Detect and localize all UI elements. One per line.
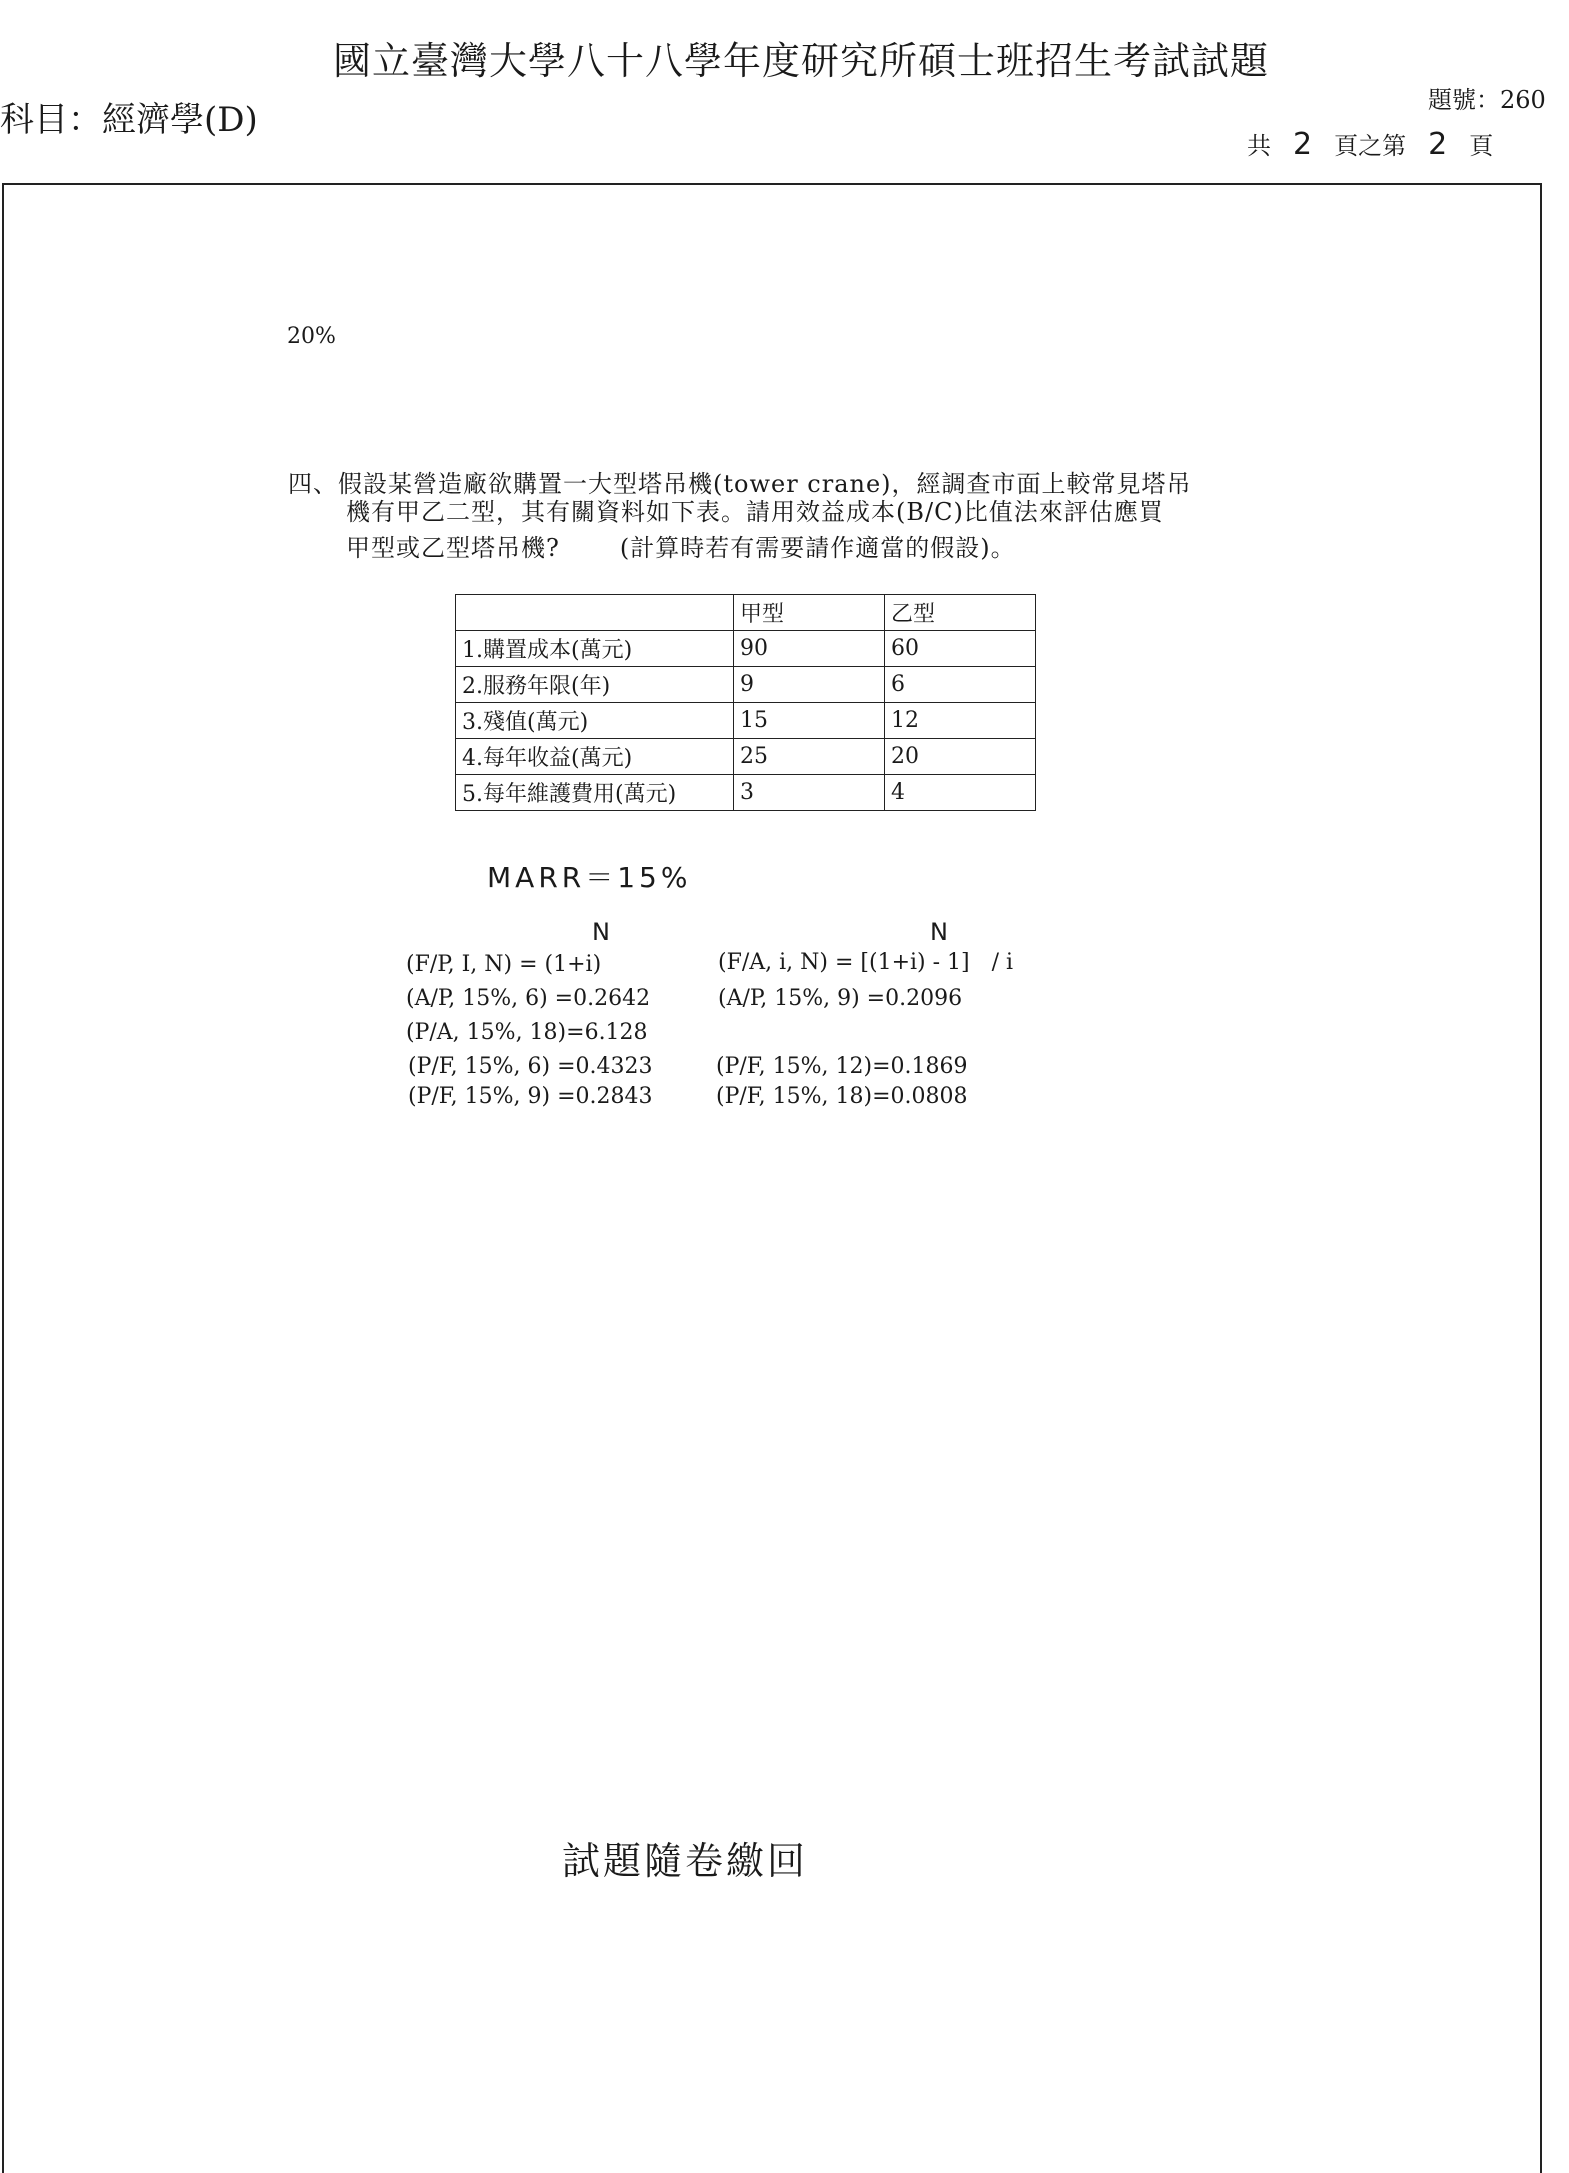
previous-question-fragment: 20% — [287, 324, 336, 349]
pages-mid: 頁之第 — [1334, 132, 1407, 160]
table-cell: 90 — [734, 631, 885, 667]
table-cell: 3 — [734, 775, 885, 811]
table-cell: 2.服務年限(年) — [456, 667, 734, 703]
question-line-2: 機有甲乙二型，其有關資料如下表。請用效益成本(B/C)比值法來評估應買 — [346, 498, 1164, 526]
question-number: 題號：260 — [1428, 86, 1546, 114]
subject-label: 科目：經濟學(D) — [0, 100, 258, 140]
table-cell: 15 — [734, 703, 885, 739]
question-line-3 — [346, 528, 1016, 563]
table-header-row — [456, 595, 1036, 631]
pages-total-prefix: 共 — [1247, 132, 1271, 160]
formula-pf-12: (P/F, 15%, 12)=0.1869 — [716, 1054, 968, 1079]
table-row — [456, 631, 1036, 667]
formula-fa-divisor: / i — [991, 950, 1014, 975]
question-line-3-text: 甲型或乙型塔吊機? — [346, 534, 560, 562]
table-header-cell — [456, 595, 734, 631]
exam-title: 國立臺灣大學八十八學年度研究所碩士班招生考試試題 — [333, 39, 1270, 83]
table-header-cell: 乙型 — [885, 595, 1036, 631]
table-cell: 4.每年收益(萬元) — [456, 739, 734, 775]
table-row — [456, 739, 1036, 775]
table-cell: 6 — [885, 667, 1036, 703]
table-cell: 25 — [734, 739, 885, 775]
formula-fa — [718, 950, 1013, 975]
formula-pf-18: (P/F, 15%, 18)=0.0808 — [716, 1084, 968, 1109]
table-header-cell: 甲型 — [734, 595, 885, 631]
table-cell: 3.殘值(萬元) — [456, 703, 734, 739]
exponent-n-right: N — [930, 918, 948, 946]
exponent-n-left: N — [592, 918, 610, 946]
table-cell: 5.每年維護費用(萬元) — [456, 775, 734, 811]
formula-fa-main: (F/A, i, N) = [(1+i) - 1] — [718, 950, 970, 975]
formula-pf-6: (P/F, 15%, 6) =0.4323 — [408, 1054, 653, 1079]
formula-fp: (F/P, I, N) = (1+i) — [406, 952, 602, 977]
table-cell: 4 — [885, 775, 1036, 811]
table-cell: 9 — [734, 667, 885, 703]
formula-ap-6: (A/P, 15%, 6) =0.2642 — [406, 986, 651, 1011]
table-cell: 12 — [885, 703, 1036, 739]
table-cell: 20 — [885, 739, 1036, 775]
formula-pf-9: (P/F, 15%, 9) =0.2843 — [408, 1084, 653, 1109]
table-row — [456, 703, 1036, 739]
pages-total: 2 — [1293, 127, 1313, 162]
table-row — [456, 775, 1036, 811]
page-indicator — [1247, 126, 1493, 162]
crane-data-table — [455, 594, 1036, 811]
question-line-1: 四、假設某營造廠欲購置一大型塔吊機(tower crane)，經調查市面上較常見塔吊 — [288, 470, 1192, 498]
table-cell: 60 — [885, 631, 1036, 667]
marr-value: MARR＝15% — [487, 861, 692, 894]
return-exam-note: 試題隨卷繳回 — [562, 1839, 809, 1883]
formula-pa-18: (P/A, 15%, 18)=6.128 — [406, 1020, 648, 1045]
formula-ap-9: (A/P, 15%, 9) =0.2096 — [718, 986, 963, 1011]
table-cell: 1.購置成本(萬元) — [456, 631, 734, 667]
question-note: (計算時若有需要請作適當的假設)。 — [619, 534, 1016, 562]
pages-suffix: 頁 — [1469, 132, 1494, 160]
pages-current: 2 — [1428, 127, 1448, 162]
table-row — [456, 667, 1036, 703]
